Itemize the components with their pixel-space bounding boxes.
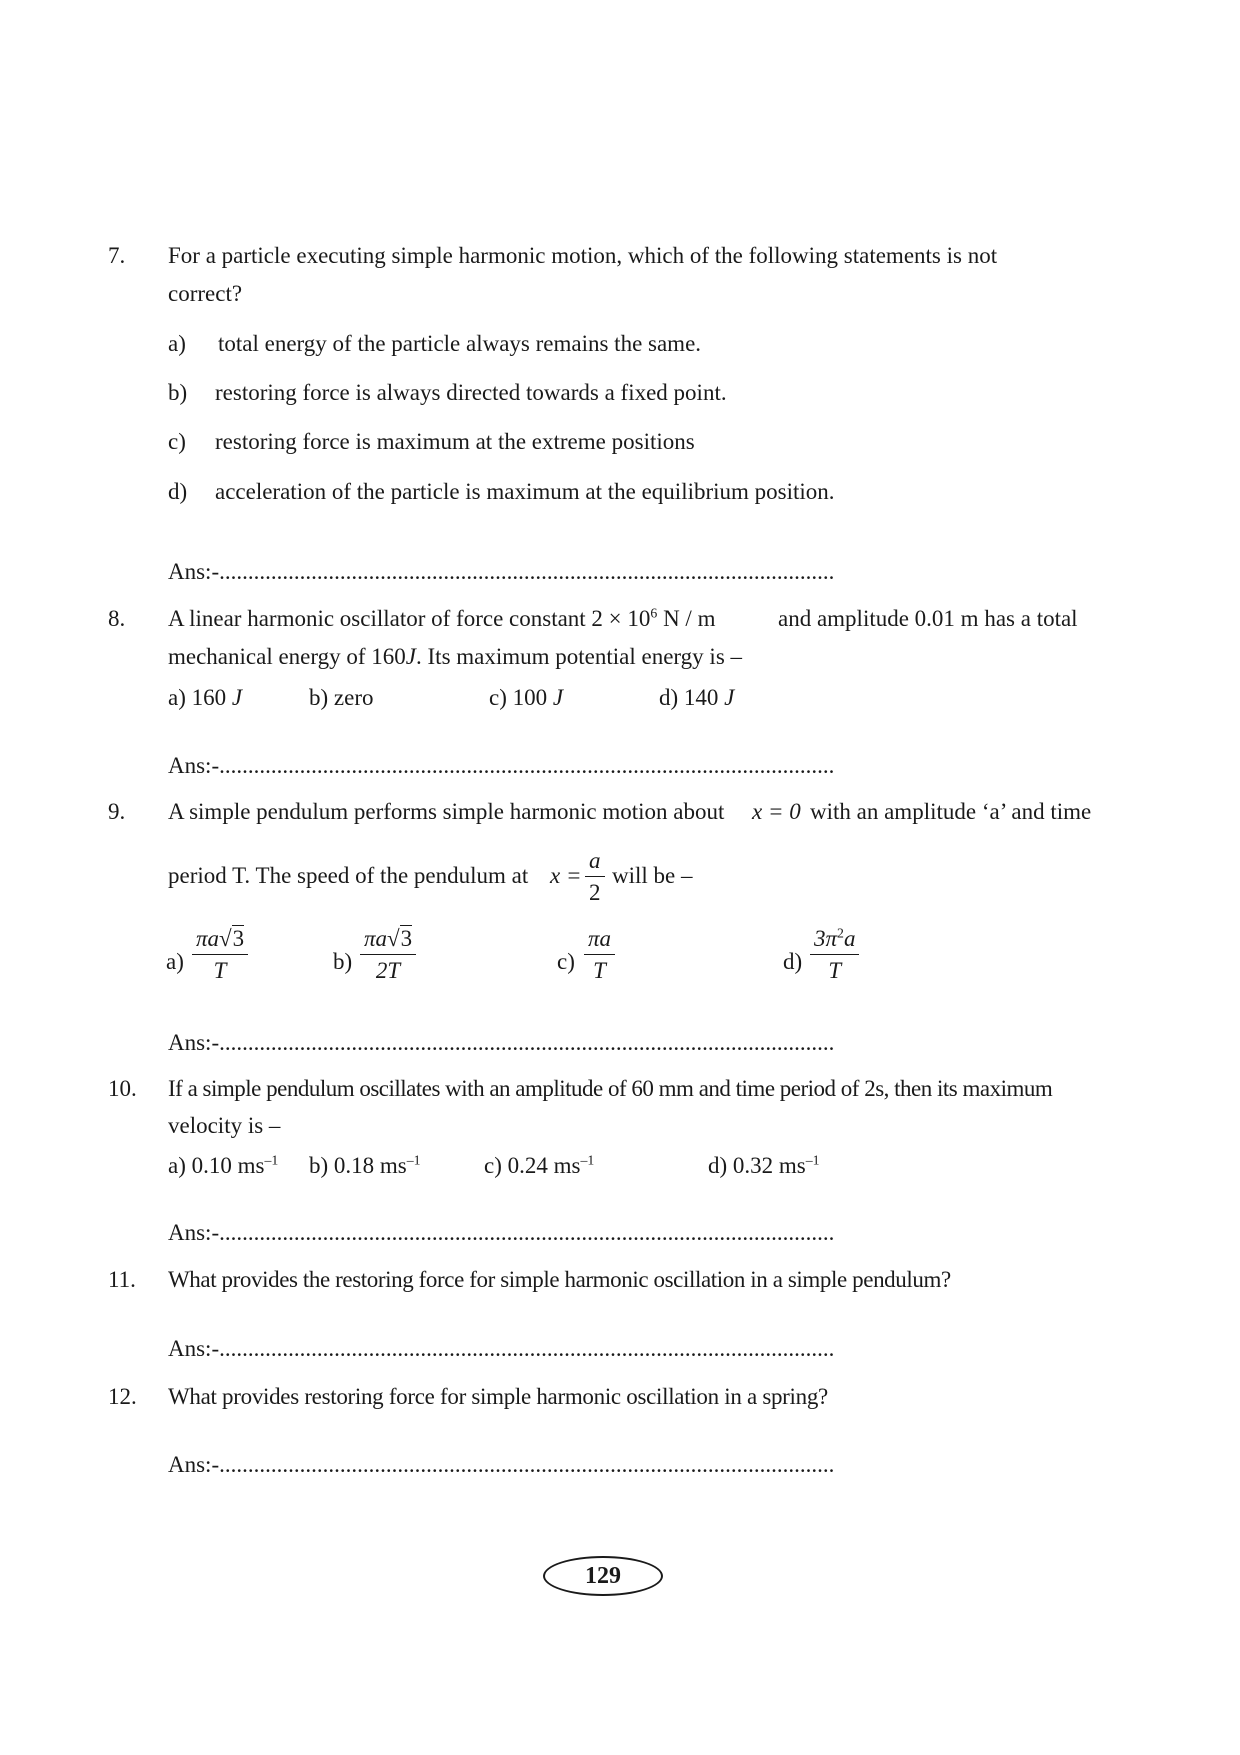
q9-option-a-frac [192, 926, 248, 984]
q12-answer-line: Ans:-........................................................................................................... [168, 1452, 835, 1477]
q10-option-d-exp: –1 [805, 1152, 820, 1168]
q9-x-fraction [585, 848, 605, 906]
q10-option-c-label: c) 0.24 ms [484, 1153, 581, 1178]
q10-option-b-label: b) 0.18 ms [309, 1153, 407, 1178]
q7-number: 7. [108, 243, 126, 268]
q10-text-line1: If a simple pendulum oscillates with an amplitude of 60 mm and time period of 2s, then its maximum [168, 1076, 1053, 1101]
q9-line1-pre: A simple pendulum performs simple harmonic motion about [168, 799, 725, 824]
q8-option-a-unit: J [231, 685, 243, 710]
q10-option-a [168, 1153, 278, 1179]
q8-option-d-unit: J [724, 685, 735, 710]
q8-option-b [309, 685, 374, 711]
q9-a-num-rad: 3 [232, 926, 245, 951]
q8-option-d [659, 685, 734, 711]
q9-c-num: πa [584, 926, 615, 955]
q9-x-fraction-den: 2 [589, 880, 601, 905]
q9-option-d-frac [810, 926, 859, 984]
page-number: 129 [585, 1563, 621, 1589]
q8-option-a-label: a) 160 [168, 685, 227, 710]
q7-option-c-label: c) [168, 429, 186, 454]
q8-option-c [489, 685, 563, 711]
q9-d-num-post: a [843, 926, 856, 951]
q9-c-den: T [593, 958, 606, 983]
q9-line2-x [550, 863, 581, 889]
q9-line2-post: will be – [612, 863, 693, 888]
q7-option-c-text: restoring force is maximum at the extreme positions [215, 429, 695, 454]
q8-number: 8. [108, 606, 126, 631]
q9-line2-x-text: x = [550, 863, 582, 888]
q7-answer-line: Ans:-........................................................................................................... [168, 559, 835, 584]
q9-a-den: T [213, 958, 227, 983]
q9-b-num-rad: 3 [400, 926, 413, 951]
q8-option-b-label: b) zero [309, 685, 374, 710]
q10-option-d [708, 1153, 820, 1179]
q10-number: 10. [108, 1076, 137, 1101]
q11-answer-line: Ans:-........................................................................................................... [168, 1336, 835, 1361]
q9-option-b-frac [360, 926, 416, 984]
q10-option-c [484, 1153, 594, 1179]
q9-line2-fraction [585, 848, 605, 906]
page-number-badge [543, 1556, 663, 1596]
q11-text: What provides the restoring force for simple harmonic oscillation in a simple pendulum? [168, 1267, 951, 1292]
q8-line1-post: and amplitude 0.01 m has a total [778, 606, 1078, 631]
q9-option-b-label: b) [333, 949, 353, 974]
q8-line2-post: . Its maximum potential energy is – [416, 644, 743, 669]
q10-text-line2: velocity is – [168, 1113, 281, 1138]
q12-number: 12. [108, 1384, 137, 1409]
sqrt-icon: √ [387, 926, 400, 951]
q8-text-line1 [168, 606, 715, 632]
q10-option-b [309, 1153, 421, 1179]
q9-option-d-label: d) [783, 949, 803, 974]
q9-line1-post: with an amplitude ‘a’ and time [810, 799, 1092, 824]
q7-option-b-label: b) [168, 380, 188, 405]
q8-text-line2 [168, 644, 742, 670]
q12-text: What provides restoring force for simple harmonic oscillation in a spring? [168, 1384, 828, 1409]
q9-a-num-pre: πa [196, 926, 220, 951]
q9-d-num-sup: 2 [837, 925, 844, 941]
sqrt-icon: √ [219, 926, 232, 951]
q9-answer-line: Ans:-........................................................................................................... [168, 1030, 835, 1055]
q9-x-fraction-num: a [585, 848, 605, 877]
q7-option-d-text: acceleration of the particle is maximum at the equilibrium position. [215, 479, 835, 504]
q10-option-c-exp: –1 [580, 1152, 595, 1168]
q8-option-c-label: c) 100 [489, 685, 548, 710]
q8-line2-pre: mechanical energy of 160 [168, 644, 406, 669]
q11-number: 11. [108, 1267, 136, 1292]
q10-option-a-exp: –1 [264, 1152, 279, 1168]
q9-d-den: T [828, 958, 842, 983]
q7-option-b-text: restoring force is always directed towards a fixed point. [215, 380, 727, 405]
q8-answer-line: Ans:-........................................................................................................... [168, 753, 835, 778]
q8-line1-pre: A linear harmonic oscillator of force constant 2 × 10 [168, 606, 651, 631]
q7-option-d-label: d) [168, 479, 188, 504]
q7-option-a-text: total energy of the particle always remains the same. [218, 331, 702, 356]
q7-text-line2: correct? [168, 281, 243, 306]
q9-line1-eq [752, 799, 801, 825]
q9-b-den: 2T [375, 958, 401, 983]
q10-option-b-exp: –1 [406, 1152, 421, 1168]
q8-line1-exp: 6 [650, 605, 658, 621]
q9-option-a-label: a) [166, 949, 184, 974]
q9-b-num-pre: πa [364, 926, 388, 951]
q9-option-c-label: c) [557, 949, 575, 974]
q9-d-num-pre: 3π [814, 926, 838, 951]
q10-option-a-label: a) 0.10 ms [168, 1153, 265, 1178]
q7-text-line1: For a particle executing simple harmonic motion, which of the following statements is not [168, 243, 998, 268]
q9-option-c-frac [584, 926, 615, 984]
q8-line1-unit: N / m [657, 606, 716, 631]
q8-line2-joule: J [405, 644, 417, 669]
q10-answer-line: Ans:-........................................................................................................... [168, 1220, 835, 1245]
q9-line1-eq-text: x = 0 [752, 799, 801, 824]
q9-number: 9. [108, 799, 126, 824]
q7-option-a-label: a) [168, 331, 186, 356]
q8-option-c-unit: J [552, 685, 564, 710]
q8-option-a [168, 685, 242, 711]
q10-option-d-label: d) 0.32 ms [708, 1153, 806, 1178]
q9-line2-pre: period T. The speed of the pendulum at [168, 863, 529, 888]
q8-option-d-label: d) 140 [659, 685, 719, 710]
